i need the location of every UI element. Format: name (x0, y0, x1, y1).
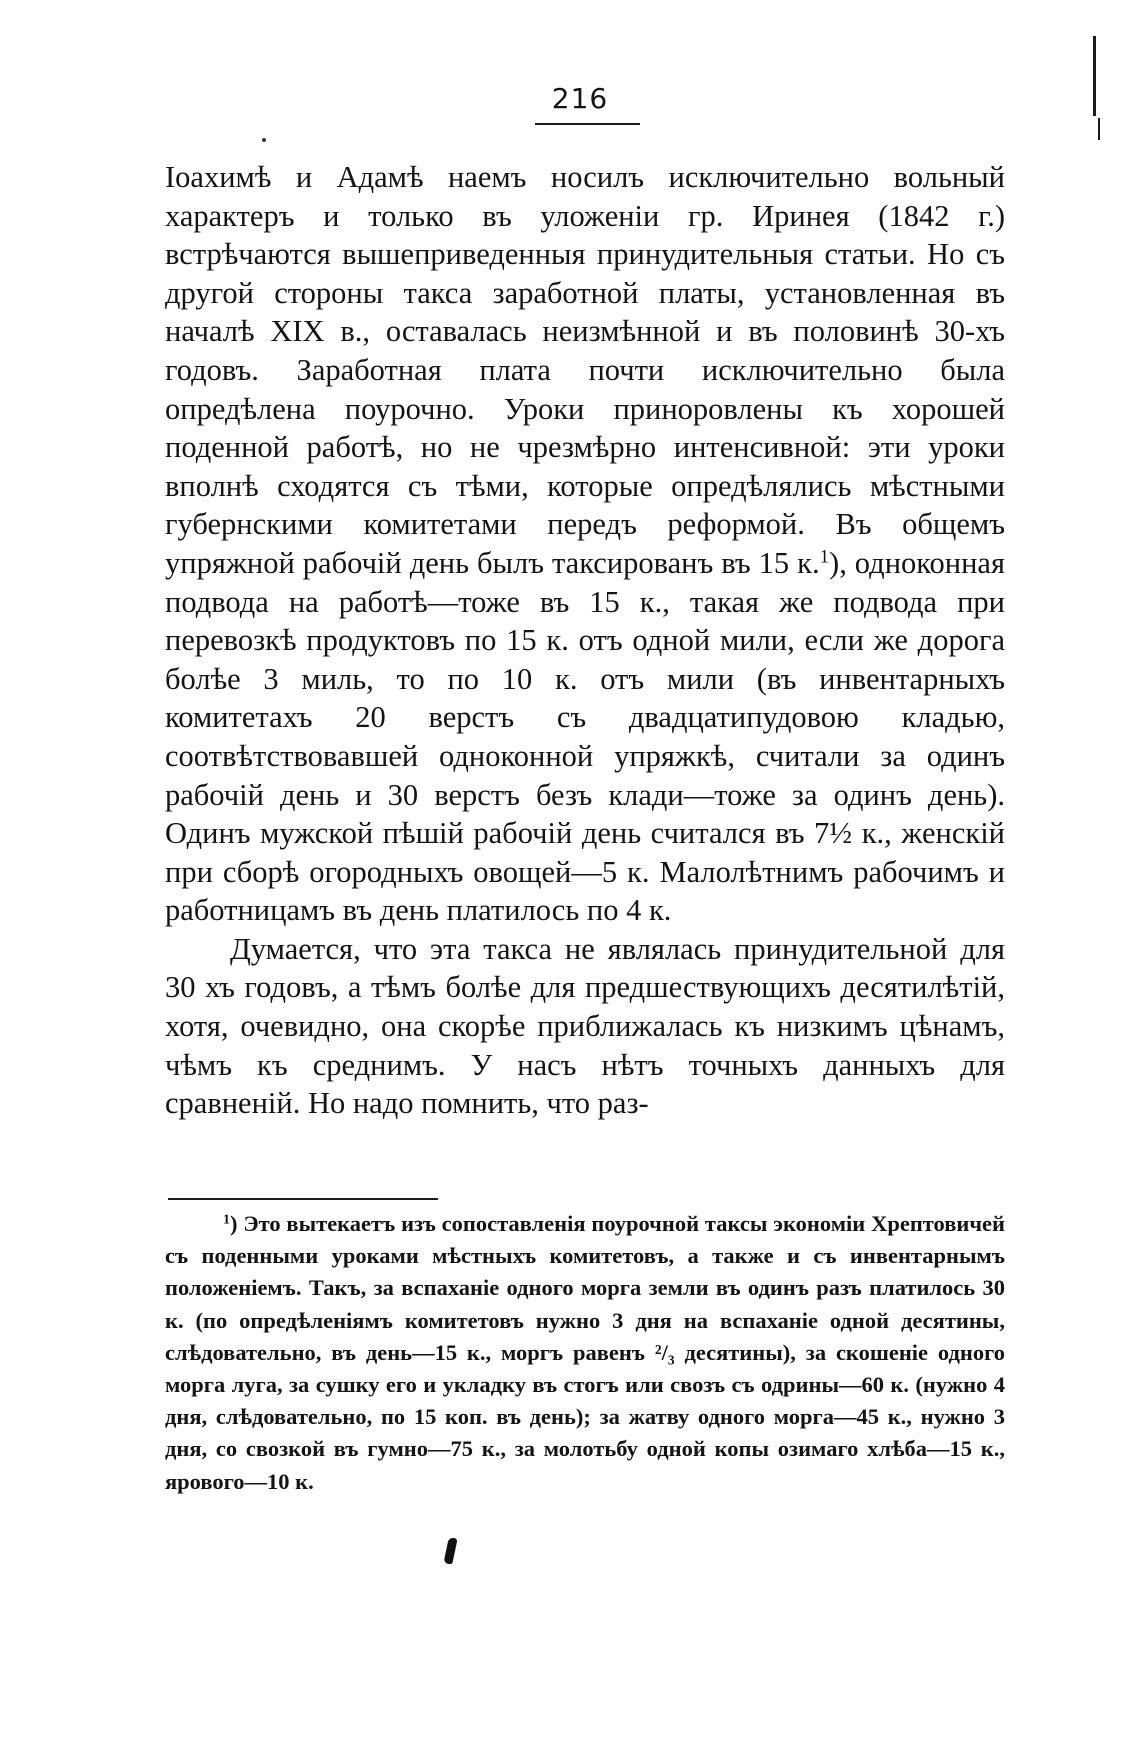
footnote-reference: 1 (819, 546, 830, 568)
footnote-marker: 1 (223, 1212, 230, 1228)
footnote-fraction: ²/₃ (654, 1339, 675, 1365)
ink-blot (443, 1538, 458, 1564)
footnote-text-end: десятины), за скошеніе одного морга луга, за сушку его и укладку въ стогъ или свозъ съ одрины—60 к. (нужно 4 дня, слѣдовательно, по 15 коп. въ день); за жатву одного морга—45 к., нужно 3 дня, со свозкой въ гумно—75 к., за молотьбу одной копы озимаго хлѣба—15 к., ярового—10 к. (165, 1339, 1005, 1494)
paragraph-2: Думается, что эта такса не являлась принудительной для 30 хъ годовъ, а тѣмъ болѣе для предшествующихъ десятилѣтій, хотя, очевидно, она скорѣе приближалась къ низкимъ цѣнамъ, чѣмъ къ среднимъ. У насъ нѣтъ точныхъ данныхъ для сравненій. Но надо помнить, что раз- (165, 931, 1005, 1121)
scan-edge-mark (1093, 36, 1096, 116)
paragraph-1-text: Іоахимѣ и Адамѣ наемъ носилъ исключительно вольный характеръ и только въ уложеніи гр. Иринея (1842 г.) встрѣчаются вышеприведенныя принудительныя статьи. Но съ другой стороны такса заработной платы, установленная въ началѣ XIX в., оставалась неизмѣнной и въ половинѣ 30-хъ годовъ. Заработная плата почти исключительно была опредѣлена поурочно. Уроки приноровлены къ хорошей поденной работѣ, но не чрезмѣрно интенсивной: эти уроки вполнѣ сходятся съ тѣми, которые опредѣлялись мѣстными губернскими комитетами передъ реформой. Въ общемъ упряжной рабочій день былъ таксированъ въ 15 к. (165, 160, 1005, 580)
paragraph-1-continuation: ), одноконная подвода на работѣ—тоже въ 15 к., такая же подвода при перевозкѣ продуктовъ по 15 к. отъ одной мили, если же дорога болѣе 3 миль, то по 10 к. отъ мили (въ инвентарныхъ комитетахъ 20 верстъ съ двадцатипудовою кладью, соотвѣтствовавшей одноконной упряжкѣ, считали за одинъ рабочій день и 30 верстъ безъ клади—тоже за одинъ день). Одинъ мужской пѣшій рабочій день считался въ 7½ к., женскій при сборѣ огородныхъ овощей—5 к. Малолѣтнимъ рабочимъ и работницамъ въ день платилось по 4 к. (165, 545, 1005, 928)
main-text (165, 158, 1005, 1123)
page-number: 216 (551, 82, 609, 115)
footnote (165, 1208, 1005, 1498)
ink-speck (262, 138, 266, 142)
paragraph-1 (165, 158, 1005, 930)
scan-edge-mark (1098, 118, 1100, 140)
footnote-text: ) Это вытекаетъ изъ сопоставленія поурочной таксы экономіи Хрептовичей съ поденными уроками мѣстныхъ комитетовъ, а также и съ инвентарнымъ положеніемъ. Такъ, за вспаханіе одного морга земли въ одинъ разъ платилось 30 к. (по опредѣленіямъ комитетовъ нужно 3 дня на вспаханіе одной десятины, слѣдовательно, въ день—15 к., моргъ равенъ (165, 1211, 1005, 1365)
footnote-separator (168, 1198, 438, 1200)
page-number-rule (535, 123, 640, 125)
